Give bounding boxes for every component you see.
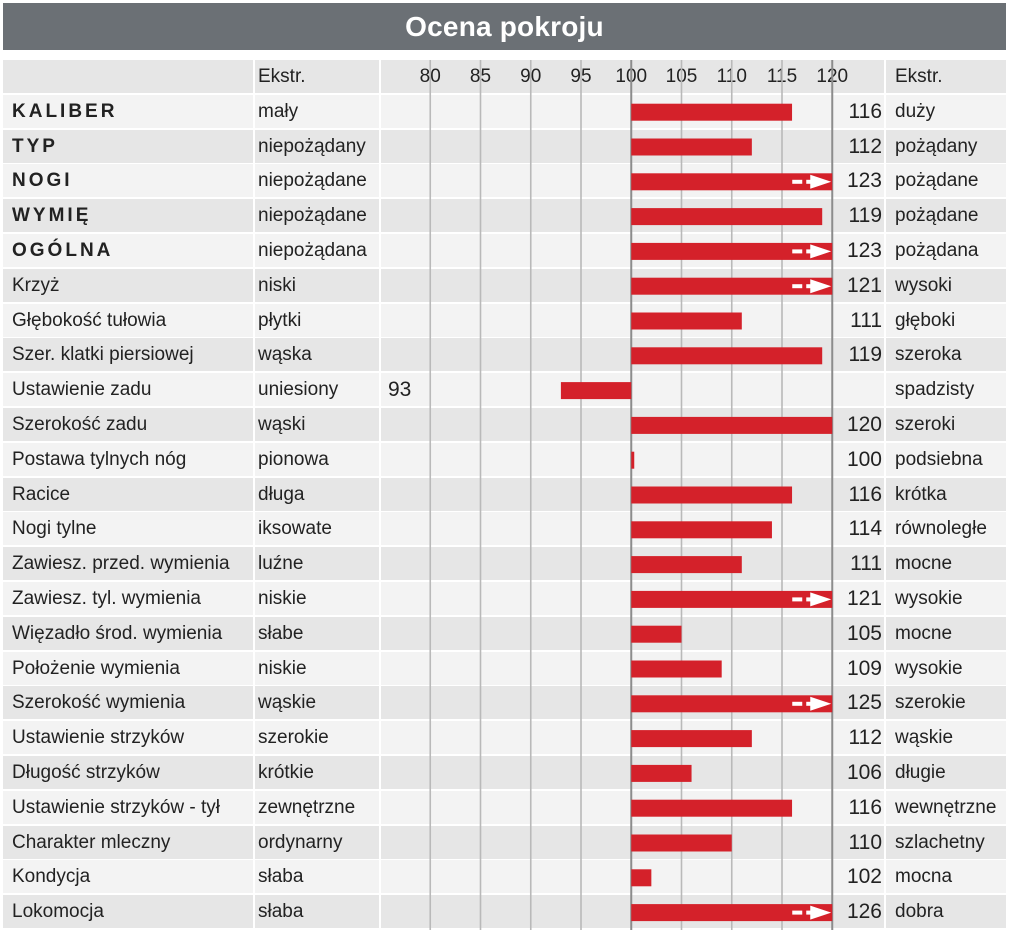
high-extreme-label: wąskie: [895, 727, 954, 749]
high-extreme-label: pożądane: [895, 205, 979, 227]
high-extreme-label: pożądane: [895, 170, 979, 192]
trait-name: Zawiesz. przed. wymienia: [12, 553, 230, 575]
trait-name: Głębokość tułowia: [12, 309, 167, 331]
bar: [561, 382, 631, 399]
low-extreme-label: szerokie: [258, 727, 329, 749]
low-extreme-label: wąskie: [258, 692, 317, 714]
high-extreme-label: szeroka: [895, 344, 962, 366]
high-extreme-label: podsiebna: [895, 448, 983, 470]
tick-label: 120: [816, 66, 849, 87]
bar: [631, 104, 792, 121]
high-extreme-label: pożądana: [895, 240, 979, 261]
trait-name: Charakter mleczny: [12, 831, 171, 853]
value-label: 121: [846, 273, 882, 297]
tick-label: 85: [469, 66, 492, 87]
bar: [631, 765, 691, 782]
high-extreme-label: pożądany: [895, 135, 978, 157]
value-label: 111: [850, 308, 882, 332]
low-extreme-label: słaba: [258, 901, 304, 923]
value-label: 119: [848, 343, 882, 367]
high-extreme-label: duży: [895, 100, 936, 122]
low-extreme-label: niski: [258, 274, 297, 296]
low-extreme-label: wąska: [258, 344, 312, 366]
low-extreme-label: mały: [258, 100, 299, 122]
bar: [631, 417, 832, 434]
low-extreme-label: słabe: [258, 622, 304, 644]
value-label: 109: [846, 656, 882, 680]
trait-name: WYMIĘ: [12, 205, 92, 227]
value-label: 121: [846, 587, 882, 610]
trait-name: Szerokość zadu: [12, 414, 148, 435]
value-label: 110: [848, 830, 882, 854]
high-extreme-label: wysokie: [895, 588, 963, 609]
low-extreme-label: niepożądany: [258, 135, 366, 157]
low-extreme-label: krótkie: [258, 762, 314, 783]
overflow-arrow-dash: [792, 597, 802, 601]
bar: [631, 452, 634, 469]
tick-label: 80: [419, 66, 441, 87]
high-extreme-label: wysokie: [895, 657, 963, 679]
value-label: 102: [846, 865, 882, 889]
low-extreme-label: niskie: [258, 657, 307, 679]
trait-name: Zawiesz. tyl. wymienia: [12, 588, 201, 609]
value-label: 123: [846, 239, 882, 262]
bar: [631, 139, 752, 156]
value-label: 106: [846, 761, 882, 784]
value-label: 100: [846, 447, 882, 471]
high-extreme-label: spadzisty: [895, 379, 975, 401]
bar: [631, 313, 742, 330]
low-extreme-label: zewnętrzne: [258, 796, 356, 818]
low-extreme-label: luźne: [258, 553, 304, 575]
bar-chart: [3, 60, 1006, 930]
low-extreme-label: niskie: [258, 588, 307, 609]
overflow-arrow-dash: [792, 911, 802, 915]
value-label: 119: [848, 204, 882, 228]
value-label: 114: [848, 517, 882, 541]
trait-name: Szer. klatki piersiowej: [12, 344, 194, 366]
high-extreme-label: równoległe: [895, 518, 987, 540]
bar: [631, 661, 721, 678]
high-extreme-label: mocne: [895, 553, 953, 575]
high-extreme-label: mocna: [895, 866, 953, 888]
high-extreme-label: szerokie: [895, 692, 966, 714]
bar: [631, 347, 822, 364]
low-extreme-label: niepożądane: [258, 205, 367, 227]
tick-label: 95: [570, 66, 592, 87]
trait-name: Więzadło środ. wymienia: [12, 622, 223, 644]
trait-name: Długość strzyków: [12, 762, 160, 783]
low-extreme-header: Ekstr.: [258, 66, 306, 87]
trait-name: TYP: [12, 135, 58, 157]
low-extreme-label: długa: [258, 483, 305, 505]
trait-name: Kondycja: [12, 866, 91, 888]
trait-name: Postawa tylnych nóg: [12, 448, 187, 470]
value-label: 116: [848, 99, 882, 123]
value-label: 120: [846, 413, 882, 436]
value-label: 125: [846, 691, 882, 715]
value-label: 112: [848, 726, 882, 750]
value-label: 123: [846, 169, 882, 193]
overflow-arrow-dash: [792, 180, 802, 184]
value-label: 116: [848, 795, 882, 819]
value-label: 112: [848, 134, 882, 158]
low-extreme-label: uniesiony: [258, 379, 339, 401]
low-extreme-label: wąski: [258, 414, 306, 435]
bar: [631, 835, 732, 852]
trait-name: Nogi tylne: [12, 518, 97, 540]
trait-name: Szerokość wymienia: [12, 692, 186, 714]
tick-label: 115: [766, 66, 798, 87]
value-label: 111: [850, 552, 882, 576]
high-extreme-label: głęboki: [895, 309, 956, 331]
high-extreme-label: wewnętrzne: [895, 796, 997, 818]
low-extreme-label: ordynarny: [258, 831, 343, 853]
tick-label: 110: [716, 66, 747, 87]
low-extreme-label: niepożądana: [258, 240, 367, 261]
value-label: 93: [388, 378, 412, 402]
trait-name: Krzyż: [12, 274, 60, 296]
trait-name: Lokomocja: [12, 901, 104, 923]
high-extreme-label: szeroki: [895, 414, 956, 435]
trait-name: OGÓLNA: [12, 240, 114, 261]
trait-name: Ustawienie strzyków - tył: [12, 796, 220, 818]
bar: [631, 487, 792, 504]
low-extreme-label: niepożądane: [258, 170, 367, 192]
low-extreme-label: płytki: [258, 309, 302, 331]
trait-name: Położenie wymienia: [12, 657, 180, 679]
bars: [561, 104, 832, 921]
bar: [631, 556, 742, 573]
bar: [631, 626, 681, 643]
high-extreme-label: szlachetny: [895, 831, 985, 853]
high-extreme-label: mocne: [895, 622, 953, 644]
value-label: 105: [846, 621, 882, 645]
overflow-arrow-dash: [792, 249, 802, 253]
tick-label: 90: [520, 66, 542, 87]
chart-title: Ocena pokroju: [3, 3, 1006, 50]
low-extreme-label: słaba: [258, 866, 304, 888]
value-label: 126: [846, 900, 882, 924]
high-extreme-label: wysoki: [895, 274, 953, 296]
trait-name: Ustawienie zadu: [12, 379, 152, 401]
tick-label: 105: [665, 66, 698, 87]
bar: [631, 869, 651, 886]
high-extreme-label: długie: [895, 762, 946, 783]
trait-name: KALIBER: [12, 100, 118, 122]
trait-name: NOGI: [12, 170, 73, 192]
value-label: 116: [848, 482, 882, 506]
trait-name: Ustawienie strzyków: [12, 727, 185, 749]
low-extreme-label: iksowate: [258, 518, 332, 540]
overflow-arrow-dash: [792, 284, 802, 288]
bar: [631, 800, 792, 817]
bar: [631, 730, 752, 747]
bar: [631, 208, 822, 225]
tick-label: 100: [615, 66, 648, 87]
low-extreme-label: pionowa: [258, 448, 329, 470]
high-extreme-header: Ekstr.: [895, 66, 943, 87]
trait-name: Racice: [12, 483, 71, 505]
high-extreme-label: dobra: [895, 901, 944, 923]
overflow-arrow-dash: [792, 702, 802, 706]
high-extreme-label: krótka: [895, 483, 947, 505]
bar: [631, 521, 772, 538]
